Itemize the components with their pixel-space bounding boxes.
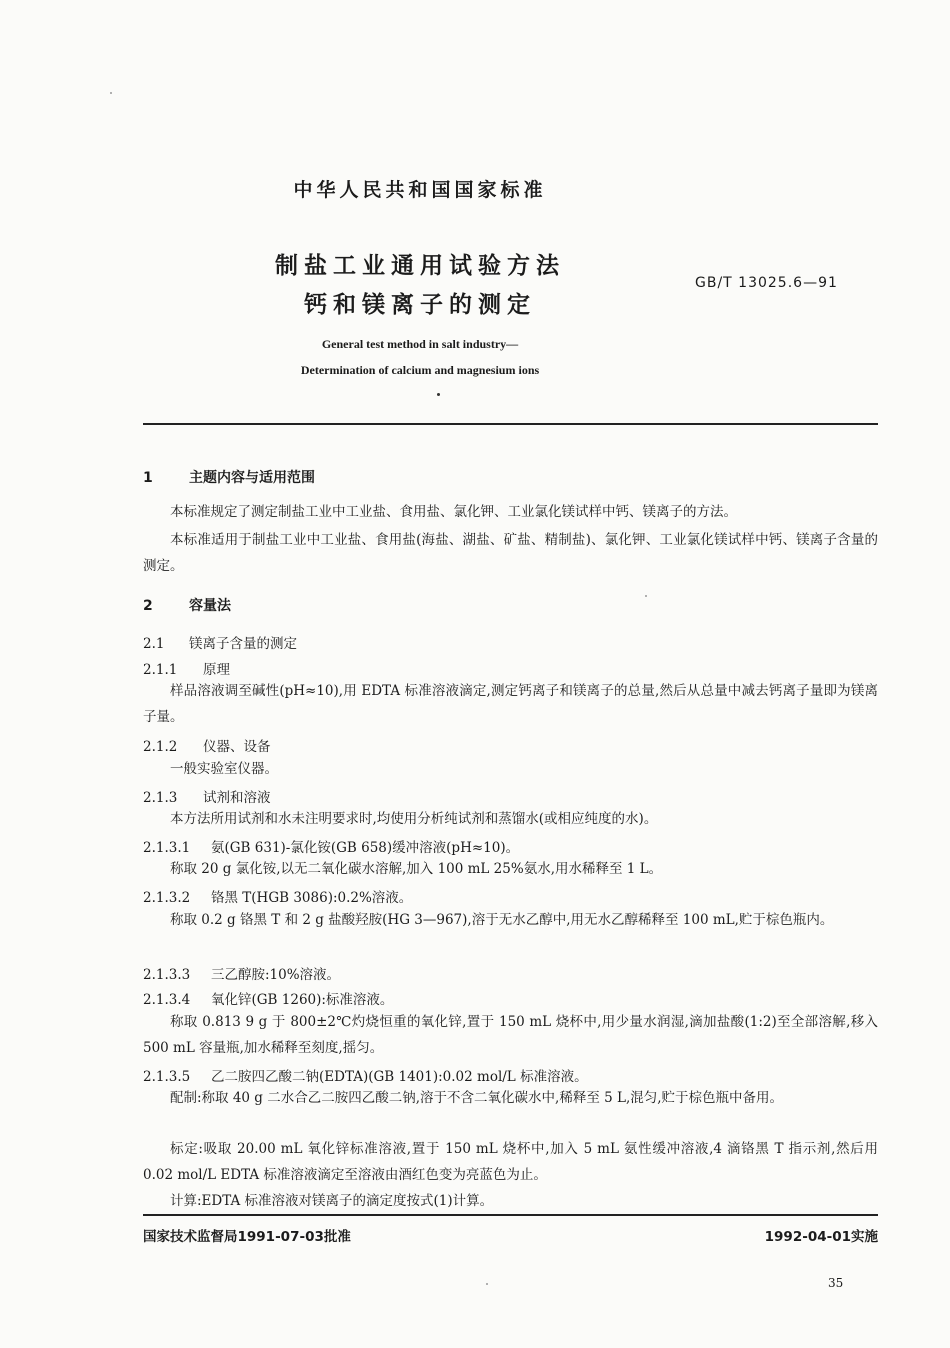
section-2-1-3-4-paragraph: 称取 0.813 9 g 于 800±2℃灼烧恒重的氧化锌,置于 150 mL 烧杯中,用少量水润湿,滴加盐酸(1:2)至全部溶解,移入 500 mL 容量瓶,加水稀释至刻度,摇匀。: [143, 1014, 878, 1056]
section-2-1-3-5-calculation: 计算:EDTA 标准溶液对镁离子的滴定度按式(1)计算。: [170, 1193, 494, 1209]
section-2-1-3-paragraph: 本方法所用试剂和水未注明要求时,均使用分析纯试剂和蒸馏水(或相应纯度的水)。: [170, 811, 658, 827]
section-1-paragraph-1: 本标准规定了测定制盐工业中工业盐、食用盐、氯化钾、工业氯化镁试样中钙、镁离子的方法。: [170, 504, 737, 520]
standard-code: GB/T 13025.6—91: [695, 275, 838, 291]
section-number: 1: [143, 470, 153, 486]
section-2-1-3-heading: [143, 786, 271, 806]
national-standard-heading: 中华人民共和国国家标准: [293, 179, 547, 201]
section-2-1-3-2-paragraph: 称取 0.2 g 铬黑 T 和 2 g 盐酸羟胺(HG 3—967),溶于无水乙醇中,用无水乙醇稀释至 100 mL,贮于棕色瓶内。: [170, 912, 834, 928]
section-title: 容量法: [189, 598, 231, 614]
document-title-line2: 钙和镁离子的测定: [304, 292, 536, 318]
section-title: 乙二胺四乙酸二钠(EDTA)(GB 1401):0.02 mol/L 标准溶液。: [211, 1069, 588, 1085]
section-2-1-3-1-paragraph: 称取 20 g 氯化铵,以无二氧化碳水溶解,加入 100 mL 25%氨水,用水稀释至 1 L。: [170, 861, 663, 877]
section-number: 2: [143, 598, 153, 614]
scan-dot: [437, 393, 440, 396]
section-title: 原理: [203, 662, 230, 678]
section-title: 主题内容与适用范围: [189, 470, 315, 486]
section-2-1-heading: [143, 632, 297, 652]
section-title: 镁离子含量的测定: [189, 636, 297, 652]
section-2-1-3-5-preparation: 配制:称取 40 g 二水合乙二胺四乙酸二钠,溶于不含二氧化碳水中,稀释至 5 L,混匀,贮于棕色瓶中备用。: [170, 1090, 784, 1106]
section-number: 2.1.3.2: [143, 890, 191, 906]
document-title-line1: 制盐工业通用试验方法: [275, 253, 565, 279]
header-divider: [143, 423, 878, 425]
section-title: 三乙醇胺:10%溶液。: [211, 967, 341, 983]
section-2-1-1-heading: [143, 658, 230, 678]
section-1-paragraph-2: 本标准适用于制盐工业中工业盐、食用盐(海盐、湖盐、矿盐、精制盐)、氯化钾、工业氯化镁试样中钙、镁离子含量的测定。: [143, 532, 878, 574]
scan-speck: [645, 595, 647, 597]
section-number: 2.1.2: [143, 739, 178, 755]
section-2-1-2-heading: [143, 735, 271, 755]
section-number: 2.1.3: [143, 790, 178, 806]
section-title: 试剂和溶液: [203, 790, 271, 806]
section-2-1-3-1-heading: [143, 836, 519, 856]
section-number: 2.1.3.3: [143, 967, 191, 983]
english-title-line2: Determination of calcium and magnesium ions: [300, 363, 540, 377]
english-title-line1: General test method in salt industry—: [321, 337, 519, 351]
section-2-1-3-5-standardization: 标定:吸取 20.00 mL 氧化锌标准溶液,置于 150 mL 烧杯中,加入 5 mL 氨性缓冲溶液,4 滴铬黑 T 指示剂,然后用 0.02 mol/L EDTA 标准溶液滴定至溶液由酒红色变为亮蓝色为止。: [143, 1141, 878, 1183]
section-number: 2.1.3.4: [143, 992, 191, 1008]
section-2-1-3-2-heading: [143, 886, 412, 906]
section-2-1-3-3-heading: [143, 963, 340, 983]
section-1-heading: [143, 467, 315, 487]
effective-date: 1992-04-01实施: [764, 1229, 878, 1245]
page-number: 35: [828, 1276, 844, 1290]
section-number: 2.1.1: [143, 662, 178, 678]
section-2-1-3-4-heading: [143, 988, 393, 1008]
section-title: 铬黑 T(HGB 3086):0.2%溶液。: [211, 890, 413, 906]
section-2-1-2-paragraph: 一般实验室仪器。: [170, 761, 278, 777]
section-title: 氨(GB 631)-氯化铵(GB 658)缓冲溶液(pH≈10)。: [211, 840, 520, 856]
section-number: 2.1.3.5: [143, 1069, 191, 1085]
section-title: 氧化锌(GB 1260):标准溶液。: [211, 992, 394, 1008]
section-number: 2.1.3.1: [143, 840, 191, 856]
section-2-1-3-5-heading: [143, 1065, 588, 1085]
section-2-1-1-paragraph: 样品溶液调至碱性(pH≈10),用 EDTA 标准溶液滴定,测定钙离子和镁离子的总量,然后从总量中减去钙离子量即为镁离子量。: [143, 683, 878, 725]
footer-divider: [143, 1214, 878, 1216]
section-2-heading: [143, 595, 231, 615]
section-number: 2.1: [143, 636, 165, 652]
scan-speck: [110, 92, 112, 94]
scan-speck: [486, 1283, 488, 1285]
section-title: 仪器、设备: [203, 739, 271, 755]
issue-date: 国家技术监督局1991-07-03批准: [143, 1229, 351, 1245]
